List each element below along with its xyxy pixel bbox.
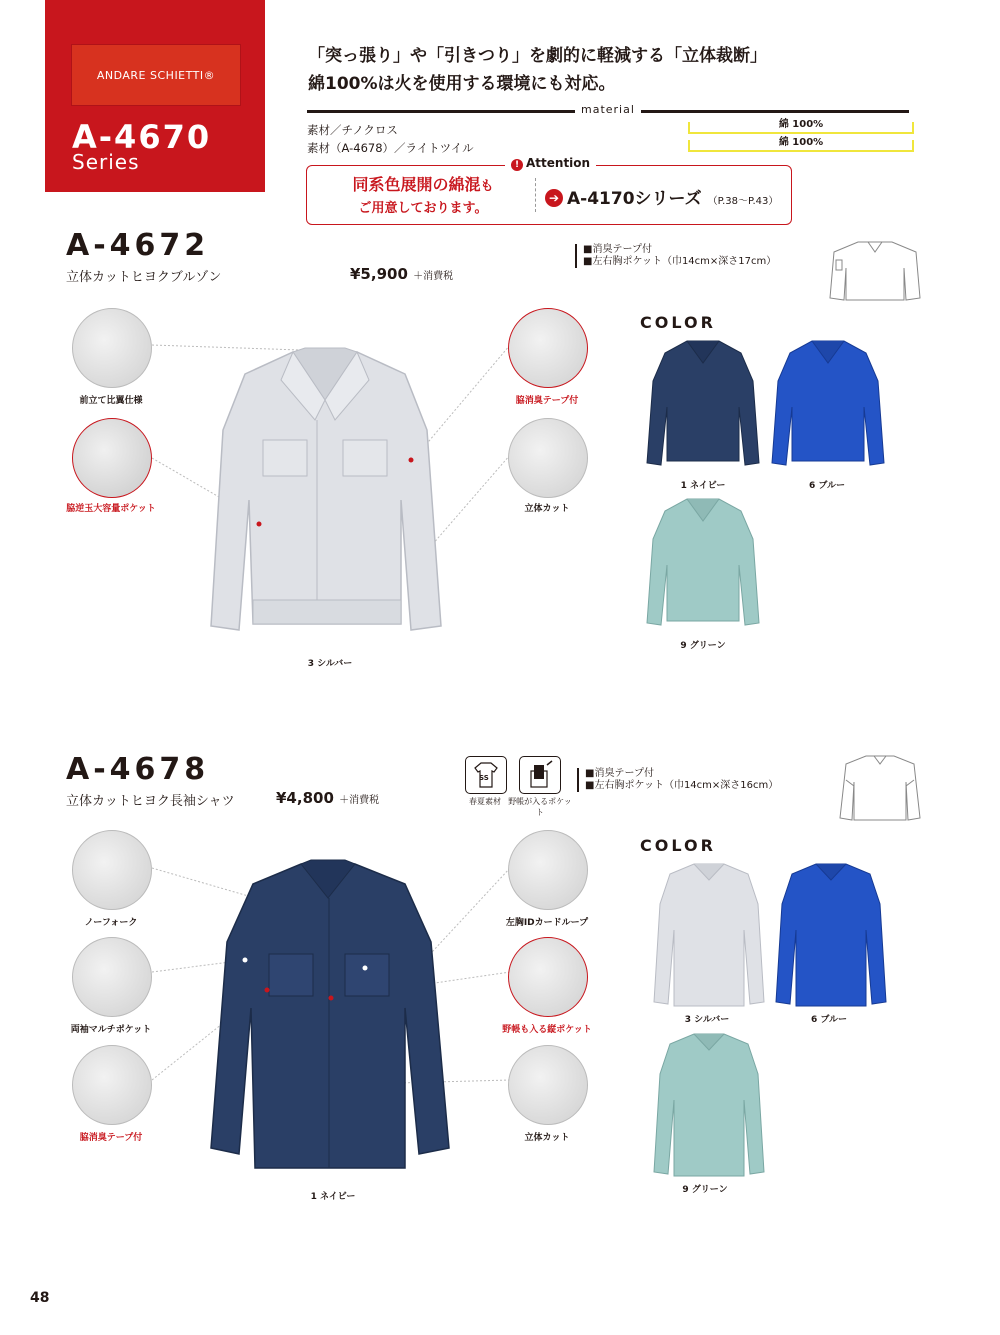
- attention-pages: （P.38〜P.43）: [707, 196, 779, 207]
- material-row-2-label: 素材（A-4678）／ライトツイル: [307, 141, 474, 155]
- arrow-right-icon: ➔: [545, 189, 563, 207]
- product-1-color-caption-navy: 1 ネイビー: [680, 481, 726, 491]
- page-number: 48: [30, 1290, 50, 1306]
- feature-photo-id-loop: [508, 830, 588, 910]
- product-2-tax: ＋消費税: [339, 795, 380, 806]
- attention-title-text: Attention: [526, 156, 591, 170]
- attention-link-text: A-4170シリーズ: [567, 189, 702, 209]
- exclamation-icon: !: [511, 159, 523, 171]
- feature-caption-norfolk: ノーフォーク: [84, 918, 138, 928]
- product-2-spec-2: ■左右胸ポケット（巾14cm×深さ16cm）: [585, 780, 779, 791]
- product-1-color-caption-blue: 6 ブルー: [808, 481, 846, 491]
- spring-summer-icon-label: SS: [479, 774, 489, 782]
- product-2-code: A-4678: [66, 752, 210, 787]
- feature-photo-cut-2: [508, 1045, 588, 1125]
- icon-caption-notebook-pocket: 野帳が入るポケット: [508, 797, 572, 817]
- feature-photo-sleeve-pocket: [72, 937, 152, 1017]
- material-row-1-label: 素材／チノクロス: [307, 123, 398, 137]
- feature-caption-tape: 脇消臭テープ付: [515, 396, 579, 406]
- product-2-spec-1: ■消臭テープ付: [585, 768, 654, 779]
- series-word: Series: [72, 150, 140, 174]
- headline-line-1: 「突っ張り」や「引きつり」を劇的に軽減する「立体裁断」: [308, 46, 767, 66]
- series-code: A-4670: [72, 118, 212, 156]
- feature-photo-norfolk: [72, 830, 152, 910]
- product-2-color-caption-blue: 6 ブルー: [810, 1015, 848, 1025]
- feature-caption-id-loop: 左胸IDカードループ: [505, 918, 589, 928]
- product-2-color-heading: COLOR: [640, 836, 716, 855]
- headline-line-2: 綿100%は火を使用する環境にも対応。: [308, 74, 616, 94]
- feature-caption-cut: 立体カット: [524, 504, 570, 514]
- attention-note-suffix: も: [480, 179, 494, 194]
- product-2-color-caption-green: 9 グリーン: [682, 1185, 728, 1195]
- attention-note-line-2: ご用意しております。: [358, 201, 488, 216]
- product-2-main-photo: [205, 858, 455, 1178]
- icon-caption-spring-summer: 春夏素材: [469, 797, 501, 806]
- brand-name: ANDARE SCHIETTI®: [96, 68, 216, 82]
- product-1-main-caption: 3 シルバー: [307, 659, 353, 669]
- product-1-price-value: ¥5,900: [350, 265, 408, 283]
- material-row-1-value: 綿 100%: [688, 122, 914, 134]
- product-2-name: 立体カットヒヨク長袖シャツ: [66, 794, 235, 809]
- product-1-color-heading: COLOR: [640, 313, 716, 332]
- material-row-2-value: 綿 100%: [688, 140, 914, 152]
- product-1-spec-1: ■消臭テープ付: [583, 244, 652, 255]
- product-1-color-caption-green: 9 グリーン: [680, 641, 726, 651]
- attention-note-line-1: 同系色展開の綿混: [352, 175, 481, 194]
- material-label: material: [575, 103, 641, 116]
- feature-caption-placket: 前立て比翼仕様: [79, 396, 143, 406]
- feature-photo-vertical-pocket: [508, 937, 588, 1017]
- product-2-color-caption-silver: 3 シルバー: [684, 1015, 730, 1025]
- product-1-name: 立体カットヒヨクブルゾン: [66, 270, 222, 285]
- product-1-spec-2: ■左右胸ポケット（巾14cm×深さ17cm）: [583, 256, 777, 267]
- feature-caption-cut-2: 立体カット: [524, 1133, 570, 1143]
- product-2-color-green: [650, 1030, 768, 1178]
- product-2-color-blue: [772, 860, 890, 1008]
- product-2-price-value: ¥4,800: [276, 789, 334, 807]
- product-1-code: A-4672: [66, 228, 210, 263]
- product-2-color-silver: [650, 860, 768, 1008]
- feature-photo-tape-2: [72, 1045, 152, 1125]
- feature-caption-vertical-pocket: 野帳も入る縦ポケット: [502, 1025, 592, 1035]
- feature-caption-tape-2: 脇消臭テープ付: [79, 1133, 143, 1143]
- feature-caption-pocket: 脇逆玉大容量ポケット: [66, 504, 156, 514]
- product-2-main-caption: 1 ネイビー: [310, 1192, 356, 1202]
- product-1-tax: ＋消費税: [413, 271, 454, 282]
- feature-caption-sleeve-pocket: 両袖マルチポケット: [70, 1025, 152, 1035]
